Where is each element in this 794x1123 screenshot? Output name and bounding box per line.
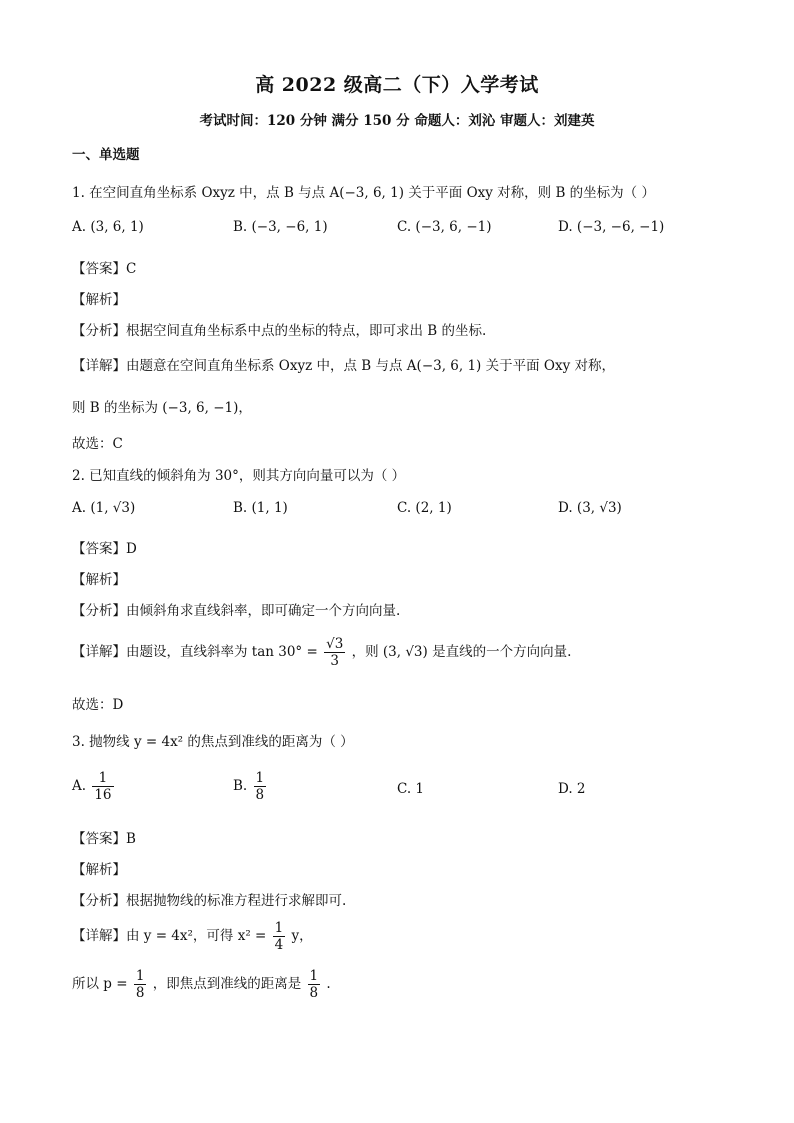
p-fraction-denominator: 8 [135,985,145,1001]
p-fraction-numerator: 1 [135,968,145,984]
question-3-analysis: 【分析】根据抛物线的标准方程进行求解即可. [72,893,347,909]
detail-fraction-denominator: 4 [274,937,284,953]
question-3-answer: 【答案】B [72,831,136,847]
question-3-detail-text-a: 【详解】由 y = 4x²，可得 x² = [72,928,267,944]
question-2-analysis: 【分析】由倾斜角求直线斜率，即可确定一个方向向量. [72,603,401,619]
question-2-detail-text-b: ，则 (3, √3) 是直线的一个方向向量. [351,644,572,660]
exam-title: 高 2022 级高二（下）入学考试 [255,74,539,96]
question-3-option-c: C. 1 [397,781,425,797]
question-3-jiexi: 【解析】 [72,862,126,878]
tan-fraction-denominator: 3 [330,653,339,669]
question-2-option-a: A. (1, √3) [72,500,136,516]
question-1-jiexi: 【解析】 [72,292,126,308]
option-a-fraction [92,770,113,803]
question-1-option-a: A. (3, 6, 1) [72,219,144,235]
question-3-conclusion-text-b: ，即焦点到准线的距离是 [152,976,302,992]
question-1-option-c: C. (−3, 6, −1) [397,219,492,235]
question-2-choice: 故选：D [72,697,124,713]
distance-fraction-denominator: 8 [309,985,319,1001]
question-3-detail-text-b: y， [291,928,313,944]
question-3-detail [72,920,313,953]
option-b-fraction [254,770,267,803]
question-2-option-d: D. (3, √3) [558,500,622,516]
question-1-option-b: B. (−3, −6, 1) [233,219,328,235]
detail-fraction [273,920,286,953]
tan-fraction [324,636,345,669]
p-fraction [134,968,147,1001]
question-1-answer: 【答案】C [72,261,137,277]
option-b-denominator: 8 [255,787,265,803]
section-heading: 一、单选题 [72,147,140,163]
question-3-conclusion-text-a: 所以 p = [72,976,128,992]
question-2-answer: 【答案】D [72,541,137,557]
question-3-conclusion-text-c: . [326,976,331,992]
question-3-option-b-label: B. [233,778,248,794]
question-3-option-a [72,770,116,803]
question-1-detail-2: 则 B 的坐标为 (−3, 6, −1)， [72,400,252,416]
tan-fraction-numerator: √3 [326,636,344,652]
question-2-detail [72,636,571,669]
question-3-stem: 3. 抛物线 y = 4x² 的焦点到准线的距离为（ ） [72,734,354,750]
question-1-option-d: D. (−3, −6, −1) [558,219,665,235]
question-2-detail-text-a: 【详解】由题设，直线斜率为 tan 30° = [72,644,318,660]
question-2-stem: 2. 已知直线的倾斜角为 30°，则其方向向量可以为（ ） [72,468,406,484]
question-2-option-b: B. (1, 1) [233,500,288,516]
detail-fraction-numerator: 1 [274,920,284,936]
question-2-option-c: C. (2, 1) [397,500,452,516]
question-3-option-a-label: A. [72,778,87,794]
question-1-choice: 故选：C [72,436,123,452]
exam-subtitle: 考试时间：120 分钟 满分 150 分 命题人：刘沁 审题人：刘建英 [199,113,595,129]
option-b-numerator: 1 [255,770,265,786]
option-a-denominator: 16 [94,787,112,803]
question-1-detail: 【详解】由题意在空间直角坐标系 Oxyz 中，点 B 与点 A(−3, 6, 1) 关于平面 Oxy 对称， [72,358,616,374]
question-1-analysis: 【分析】根据空间直角坐标系中点的坐标的特点，即可求出 B 的坐标. [72,323,487,339]
distance-fraction [308,968,321,1001]
question-3-option-d: D. 2 [558,781,586,797]
option-a-numerator: 1 [92,770,113,787]
question-3-conclusion [72,968,331,1001]
question-2-jiexi: 【解析】 [72,572,126,588]
distance-fraction-numerator: 1 [309,968,319,984]
question-3-option-b [233,770,268,803]
question-1-stem: 1. 在空间直角坐标系 Oxyz 中，点 B 与点 A(−3, 6, 1) 关于平面 Oxy 对称，则 B 的坐标为（ ） [72,185,655,201]
